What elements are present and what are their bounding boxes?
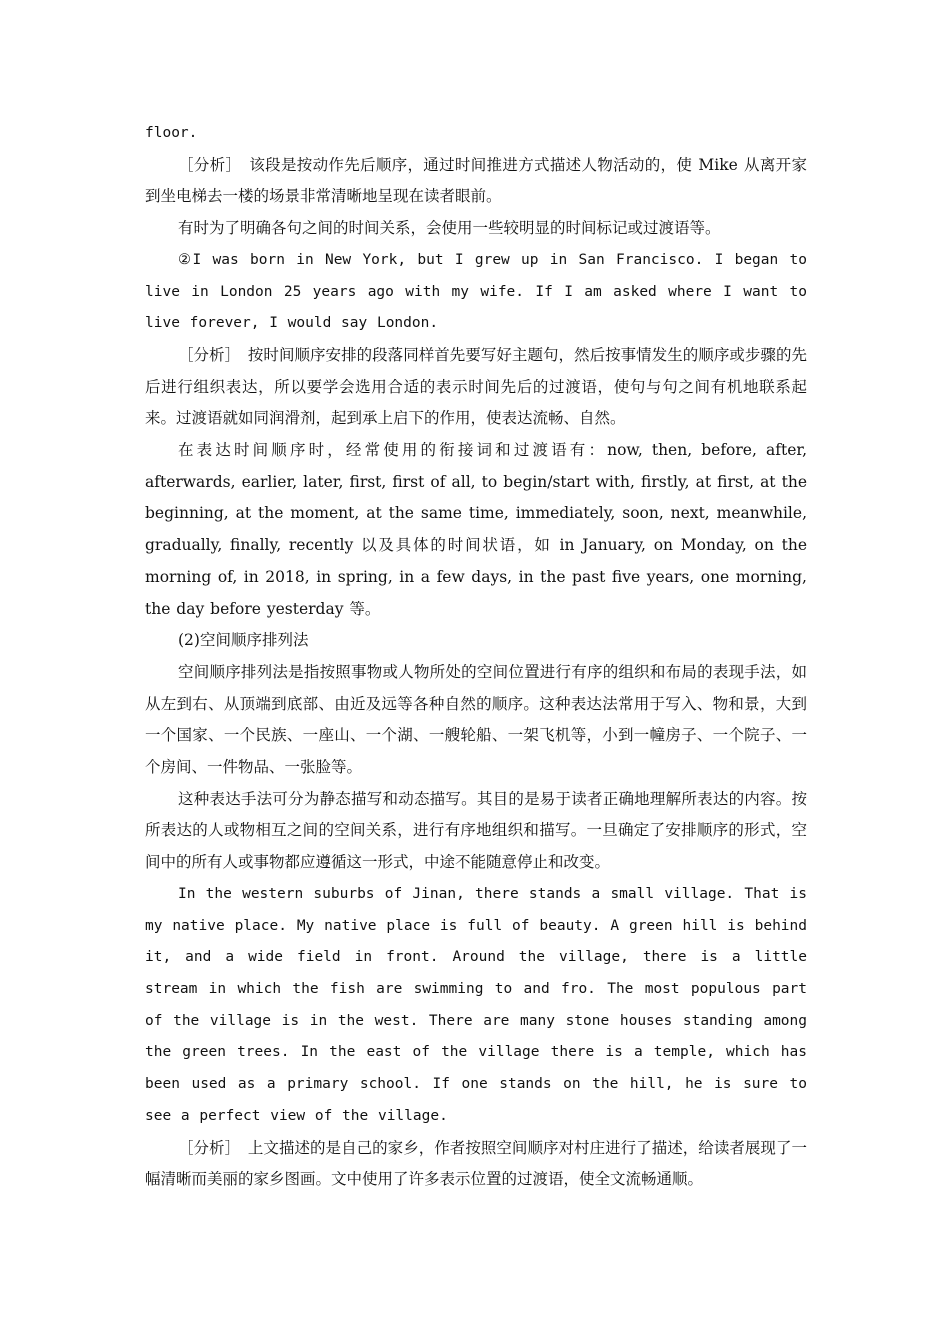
paragraph-example-2: ②I was born in New York, but I grew up in San Francisco. I began to live in London 25 years ago with my wife. If I am asked where I want to live forever, I would say London. xyxy=(145,251,807,332)
paragraph-analysis-3: ［分析］ 上文描述的是自己的家乡，作者按照空间顺序对村庄进行了描述，给读者展现了一幅清晰而美丽的家乡图画。文中使用了许多表示位置的过渡语，使全文流畅通顺。 xyxy=(145,1138,807,1189)
paragraph-analysis-2: ［分析］ 按时间顺序安排的段落同样首先要写好主题句，然后按事情发生的顺序或步骤的先后进行组织表达，所以要学会选用合适的表示时间先后的过渡语，使句与句之间有机地联系起来。过渡语就如同润滑剂，起到承上启下的作用，使表达流畅、自然。 xyxy=(145,345,807,428)
paragraph-continuation: floor. xyxy=(145,125,198,141)
paragraph-analysis-1: ［分析］ 该段是按动作先后顺序，通过时间推进方式描述人物活动的，使 Mike 从离开家到坐电梯去一楼的场景非常清晰地呈现在读者眼前。 xyxy=(145,155,807,206)
paragraph-transition-words: 在表达时间顺序时，经常使用的衔接词和过渡语有：now, then, before, after, afterwards, earlier, later, first, first of all, to begin/start with, firstly, at first, at the beginning, at the moment, at the same time, immediately, soon, next, meanwhile, gradually, finally, recently 以及具体的时间状语，如 in January, on Monday, on the morning of, in 2018, in spring, in a few days, in the past five years, one morning, the day before yesterday 等。 xyxy=(145,441,807,618)
paragraph-static-dynamic: 这种表达手法可分为静态描写和动态描写。其目的是易于读者正确地理解所表达的内容。按所表达的人或物相互之间的空间关系，进行有序地组织和描写。一旦确定了安排顺序的形式，空间中的所有人或事物都应遵循这一形式，中途不能随意停止和改变。 xyxy=(145,789,807,872)
paragraph-example-village: In the western suburbs of Jinan, there stands a small village. That is my native place. My native place is full of beauty. A green hill is behind it, and a wide field in front. Around the village, there is a little stream in which the fish are swimming to and fro. The most populous part of the village is in the west. There are many stone houses standing among the green trees. In the east of the village there is a temple, which has been used as a primary school. If one stands on the hill, he is sure to see a perfect view of the village. xyxy=(145,885,807,1124)
paragraph-time-markers: 有时为了明确各句之间的时间关系，会使用一些较明显的时间标记或过渡语等。 xyxy=(178,219,721,238)
document-body xyxy=(145,118,807,1196)
section-heading-spatial-order: (2)空间顺序排列法 xyxy=(178,631,309,650)
paragraph-spatial-definition: 空间顺序排列法是指按照事物或人物所处的空间位置进行有序的组织和布局的表现手法，如从左到右、从顶端到底部、由近及远等各种自然的顺序。这种表达法常用于写入、物和景，大到一个国家、一个民族、一座山、一个湖、一艘轮船、一架飞机等，小到一幢房子、一个院子、一个房间、一件物品、一张脸等。 xyxy=(145,662,807,777)
